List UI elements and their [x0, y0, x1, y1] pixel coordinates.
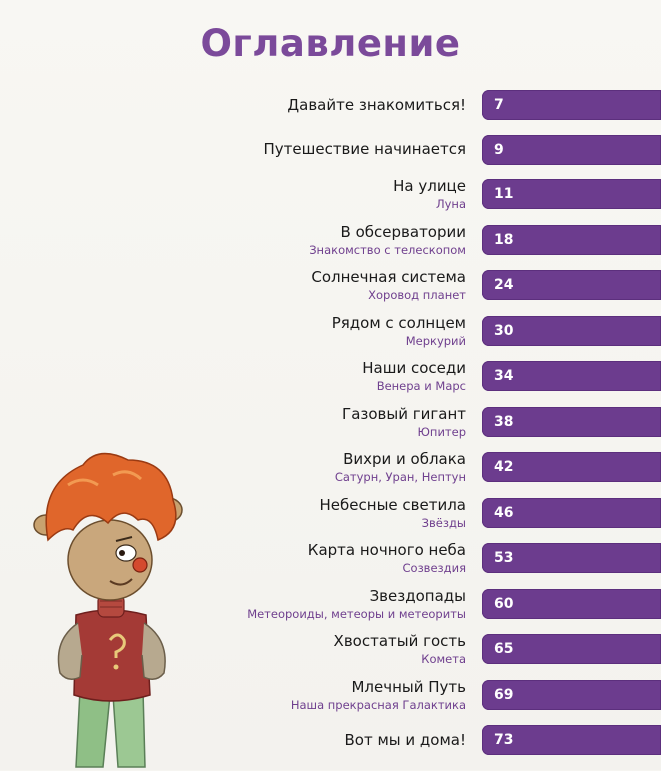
entry-subtitle: Метеороиды, метеоры и метеориты [247, 607, 466, 621]
entry-subtitle: Венера и Марс [376, 379, 466, 393]
cartoon-boy-illustration [18, 445, 203, 770]
entry-title: Хвостатый гость [333, 632, 466, 650]
entry-title: Солнечная система [311, 268, 466, 286]
page-tab [482, 543, 661, 573]
page-tab [482, 680, 661, 710]
page-title: Оглавление [200, 22, 461, 65]
page-tab [482, 179, 661, 209]
entry-title: Небесные светила [319, 496, 466, 514]
entry-subtitle: Комета [421, 652, 466, 666]
entry-title: Звездопады [369, 587, 466, 605]
page-tab [482, 634, 661, 664]
page-number: 60 [494, 596, 514, 612]
page-number: 30 [494, 323, 514, 339]
page-tab [482, 135, 661, 165]
page-tab [482, 316, 661, 346]
toc-entry[interactable] [0, 222, 661, 268]
entry-title: Вот мы и дома! [344, 731, 466, 749]
entry-title: Давайте знакомиться! [287, 96, 466, 114]
page-number: 34 [494, 368, 514, 384]
toc-entry[interactable] [0, 135, 661, 181]
entry-title: Рядом с солнцем [331, 314, 466, 332]
page-tab [482, 498, 661, 528]
toc-entry[interactable] [0, 404, 661, 450]
entry-subtitle: Хоровод планет [368, 288, 466, 302]
page-number: 38 [494, 414, 514, 430]
entry-subtitle: Сатурн, Уран, Нептун [334, 470, 466, 484]
page-number: 18 [494, 232, 514, 248]
entry-title: Млечный Путь [351, 678, 466, 696]
entry-title: Вихри и облака [343, 450, 466, 468]
entry-title: Путешествие начинается [263, 140, 466, 158]
page-tab [482, 225, 661, 255]
toc-entry[interactable] [0, 313, 661, 359]
page-number: 24 [494, 277, 514, 293]
entry-subtitle: Наша прекрасная Галактика [290, 698, 466, 712]
toc-entry[interactable] [0, 267, 661, 313]
page-tab [482, 361, 661, 391]
page-number: 65 [494, 641, 514, 657]
entry-title: Карта ночного неба [307, 541, 466, 559]
page-number: 46 [494, 505, 514, 521]
entry-title: На улице [393, 177, 466, 195]
page-number: 7 [494, 97, 504, 113]
page-tab [482, 589, 661, 619]
toc-entry[interactable] [0, 176, 661, 222]
entry-subtitle: Звёзды [421, 516, 466, 530]
page-number: 73 [494, 732, 514, 748]
entry-subtitle: Созвездия [402, 561, 466, 575]
page-tab [482, 270, 661, 300]
toc-entry[interactable] [0, 90, 661, 136]
toc-entry[interactable] [0, 358, 661, 404]
page-tab [482, 407, 661, 437]
entry-subtitle: Знакомство с телескопом [309, 243, 466, 257]
page-tab [482, 725, 661, 755]
page-number: 69 [494, 687, 514, 703]
entry-title: Газовый гигант [342, 405, 466, 423]
page-number: 9 [494, 142, 504, 158]
page-number: 53 [494, 550, 514, 566]
page-number: 11 [494, 186, 514, 202]
page-number: 42 [494, 459, 514, 475]
page-tab [482, 452, 661, 482]
entry-subtitle: Меркурий [405, 334, 466, 348]
entry-title: Наши соседи [362, 359, 466, 377]
entry-subtitle: Луна [435, 197, 466, 211]
page-tab [482, 90, 661, 120]
entry-title: В обсерватории [340, 223, 466, 241]
entry-subtitle: Юпитер [417, 425, 466, 439]
